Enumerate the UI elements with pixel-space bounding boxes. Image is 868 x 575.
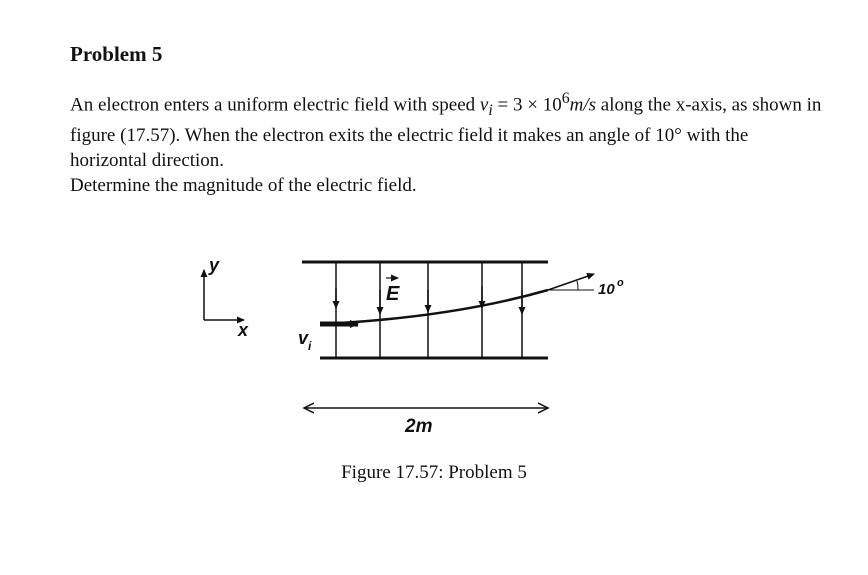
vi-symbol: v — [479, 94, 489, 116]
figure-caption: Figure 17.57: Problem 5 — [341, 462, 527, 483]
vi-subscript: i — [488, 102, 493, 120]
vi-value: = 3 × 10 — [492, 94, 562, 116]
field-label: E — [386, 283, 400, 305]
velocity-subscript: i — [308, 339, 312, 353]
field-lines — [336, 262, 522, 358]
problem-title: Problem 5 — [70, 42, 163, 66]
electron-trajectory — [320, 290, 548, 324]
angle-superscript: o — [617, 277, 624, 289]
vi-unit: m/s — [569, 94, 597, 116]
coordinate-axes — [204, 255, 249, 340]
problem-question: Determine the magnitude of the electric field. — [70, 175, 417, 197]
velocity-label: v — [298, 328, 309, 348]
angle-arc — [577, 281, 578, 290]
exit-direction-arrow — [548, 274, 594, 290]
angle-label: 10 — [598, 281, 615, 298]
y-axis-label: y — [209, 255, 220, 275]
vi-exponent: 6 — [561, 90, 570, 107]
statement-text-2: along the x-axis, as shown in figure (17.57). When the electron exits the electric field it makes an angle of 10° with the horizontal direction. — [70, 94, 822, 172]
length-label: 2m — [405, 416, 433, 437]
statement-text-1: An electron enters a uniform electric field with speed — [70, 94, 480, 116]
x-axis-label: x — [238, 320, 249, 340]
